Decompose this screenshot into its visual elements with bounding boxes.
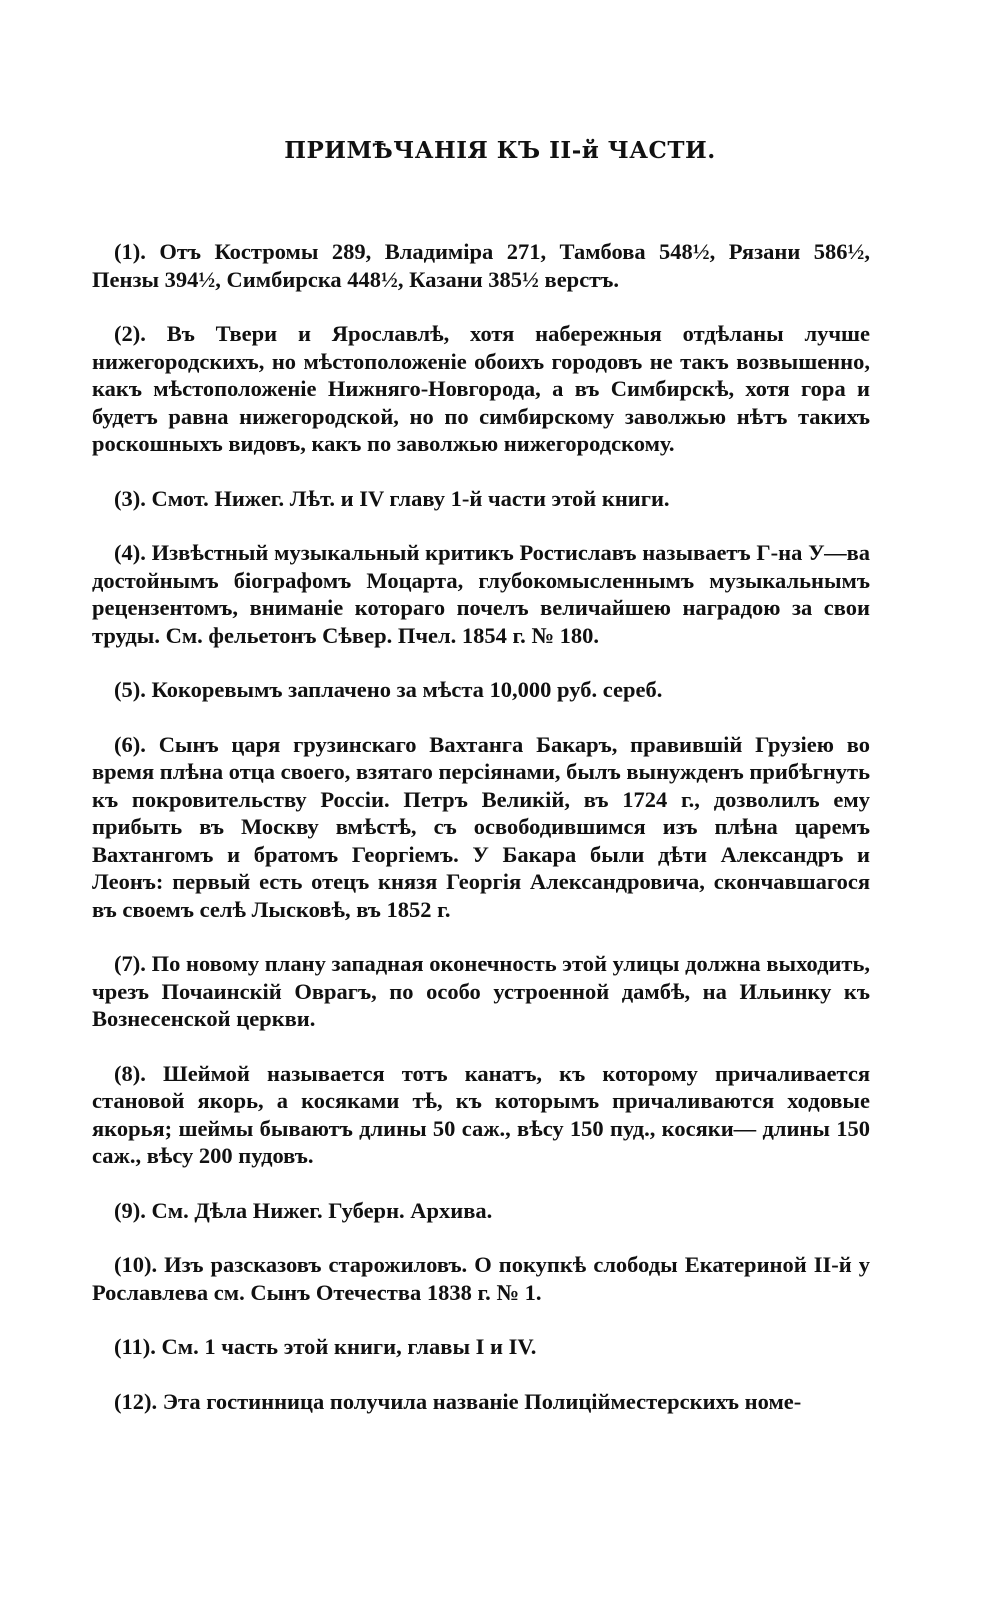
note-text: Извѣстный музыкальный критикъ Ростиславъ называетъ Г-на У—ва достойнымъ біографомъ Моцарта, глубокомысленнымъ музыкальнымъ рецензентомъ, вниманіе котораго почелъ величайшею наградою за свои труды. См. фельетонъ Сѣвер. Пчел. 1854 г. № 180.	[92, 540, 870, 648]
note-7	[92, 950, 870, 1033]
note-9	[92, 1197, 870, 1225]
notes-list	[92, 238, 870, 1442]
note-number: (4).	[114, 540, 146, 565]
note-text: Кокоревымъ заплачено за мѣста 10,000 руб. сереб.	[151, 677, 663, 702]
note-text: Отъ Костромы 289, Владиміра 271, Тамбова 548½, Рязани 586½, Пензы 394½, Симбирска 448½, Казани 385½ верстъ.	[92, 239, 870, 292]
note-text: Шеймой называется тотъ канатъ, къ которому причаливается становой якорь, а косяками тѣ, къ которымъ причаливаются ходовые якорья; шеймы бываютъ длины 50 саж., вѣсу 150 пуд., косяки— длины 150 саж., вѣсу 200 пудовъ.	[92, 1060, 871, 1168]
note-number: (11).	[114, 1334, 156, 1359]
note-text: См. 1 часть этой книги, главы I и IV.	[161, 1334, 537, 1359]
note-number: (12).	[114, 1388, 158, 1414]
note-8	[92, 1060, 870, 1170]
note-number: (9).	[114, 1197, 146, 1223]
note-number: (6).	[114, 731, 146, 757]
note-text: Изъ разсказовъ старожиловъ. О покупкѣ слободы Екатериной II-й у Рославлева см. Сынъ Отечества 1838 г. № 1.	[92, 1252, 871, 1305]
note-number: (1).	[114, 239, 146, 264]
note-6	[92, 731, 870, 924]
note-text: См. Дѣла Нижег. Губерн. Архива.	[151, 1197, 493, 1223]
note-11	[92, 1333, 870, 1361]
note-3	[92, 485, 870, 513]
note-text: Сынъ царя грузинскаго Вахтанга Бакаръ, правившій Грузіею во время плѣна отца своего, взятаго персіянами, былъ вынужденъ прибѣгнуть къ покровительству Россіи. Петръ Великій, въ 1724 г., дозволилъ ему прибыть въ Москву вмѣстѣ, съ освободившимся изъ плѣна царемъ Вахтангомъ и братомъ Георгіемъ. У Бакара были дѣти Александръ и Леонъ: первый есть отецъ князя Георгія Александровича, скончавшагося въ своемъ селѣ Лысковѣ, въ 1852 г.	[92, 731, 871, 922]
note-text: Эта гостинница получила названіе Полиційместерскихъ номе-	[162, 1388, 802, 1414]
note-number: (2).	[114, 321, 146, 346]
page-title: ПРИМѢЧАНІЯ КЪ II-й ЧАСТИ.	[284, 137, 716, 164]
note-5	[92, 676, 870, 704]
note-number: (10).	[114, 1252, 158, 1277]
note-1	[92, 238, 870, 293]
note-text: Въ Твери и Ярославлѣ, хотя набережныя отдѣланы лучше нижегородскихъ, но мѣстоположеніе обоихъ городовъ не такъ возвышенно, какъ мѣстоположеніе Нижняго-Новгорода, а въ Симбирскѣ, хотя гора и будетъ равна нижегородской, но по симбирскому заволжью нѣтъ такихъ роскошныхъ видовъ, какъ по заволжью нижегородскому.	[92, 321, 871, 456]
note-10	[92, 1251, 870, 1306]
note-12	[92, 1388, 870, 1416]
note-text: По новому плану западная оконечность этой улицы должна выходить, чрезъ Почаинскій Оврагъ, по особо устроенной дамбѣ, на Ильинку къ Вознесенской церкви.	[92, 951, 870, 1031]
note-number: (8).	[114, 1060, 146, 1086]
note-number: (3).	[114, 485, 146, 511]
note-text: Смот. Нижег. Лѣт. и IV главу 1-й части этой книги.	[151, 485, 670, 511]
note-2	[92, 320, 870, 458]
note-number: (7).	[114, 951, 146, 976]
note-number: (5).	[114, 677, 146, 702]
note-4	[92, 539, 870, 649]
